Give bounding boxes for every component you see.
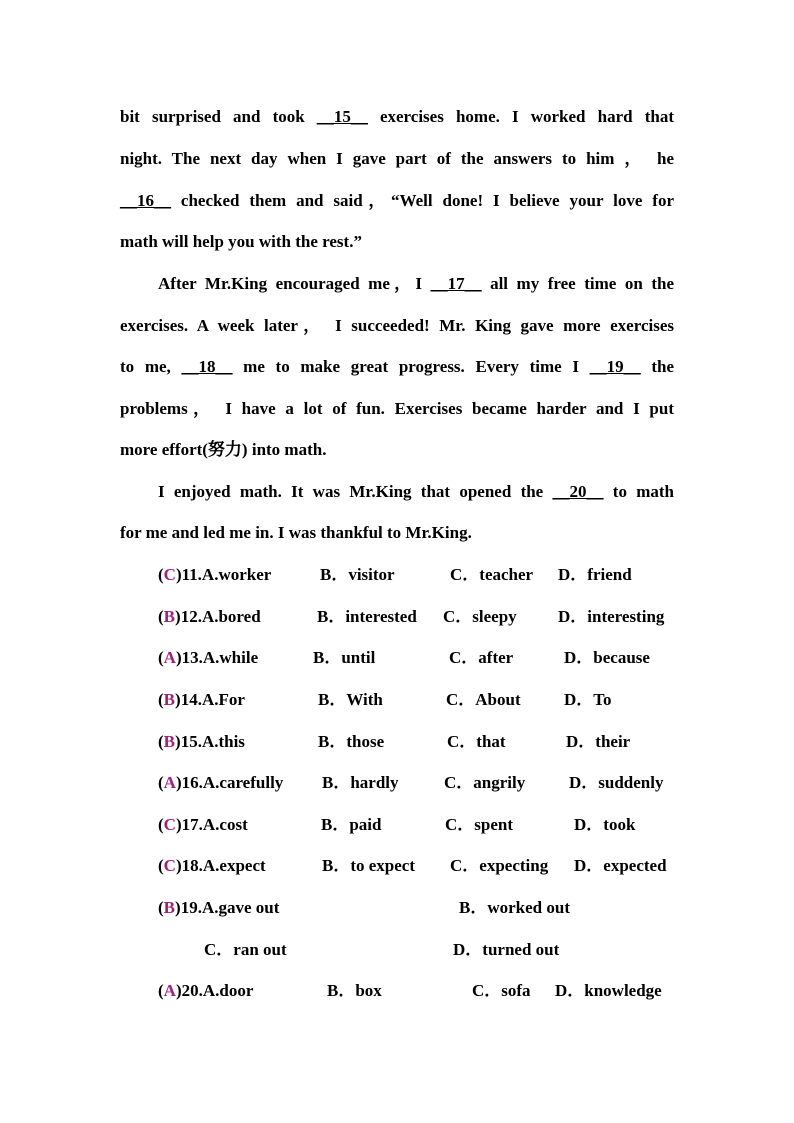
option-a: 17.A.cost bbox=[181, 815, 248, 834]
text: After Mr.King encouraged me，I bbox=[158, 274, 431, 293]
passage-line-10 bbox=[158, 480, 674, 504]
option-c: C．that bbox=[447, 732, 506, 751]
option-d: D．turned out bbox=[453, 940, 560, 959]
answer-mark: B bbox=[163, 690, 176, 709]
option-d: D．took bbox=[574, 815, 636, 834]
answer-mark: A bbox=[163, 981, 176, 1000]
blank-17: __17__ bbox=[430, 274, 482, 293]
blank-19: __19__ bbox=[589, 357, 641, 376]
option-a: 11.A.worker bbox=[181, 565, 272, 584]
question-19 bbox=[158, 896, 674, 920]
option-b: B．to expect bbox=[322, 856, 416, 875]
answer-mark: B bbox=[163, 607, 176, 626]
text: I enjoyed math. It was Mr.King that opened the bbox=[158, 482, 553, 501]
passage-line-4: math will help you with the rest.” bbox=[120, 232, 362, 251]
option-a: 16.A.carefully bbox=[181, 773, 284, 792]
option-d: D．suddenly bbox=[569, 773, 664, 792]
question-stem: (A)13.A.while bbox=[158, 648, 259, 667]
question-stem: (C)18.A.expect bbox=[158, 856, 266, 875]
option-b: B．hardly bbox=[322, 773, 399, 792]
option-c: C．teacher bbox=[450, 565, 534, 584]
answer-mark: C bbox=[163, 815, 176, 834]
option-a: 13.A.while bbox=[181, 648, 259, 667]
text: all my free time on the bbox=[481, 274, 674, 293]
option-a: 15.A.this bbox=[180, 732, 245, 751]
passage-line-8: problems， I have a lot of fun. Exercises became harder and I put bbox=[120, 399, 674, 418]
blank-18: __18__ bbox=[181, 357, 233, 376]
blank-20: __20__ bbox=[552, 482, 604, 501]
option-b: B．With bbox=[318, 690, 383, 709]
option-b: B．paid bbox=[321, 815, 382, 834]
passage-line-11: for me and led me in. I was thankful to Mr.King. bbox=[120, 523, 472, 542]
text: me to make great progress. Every time I bbox=[232, 357, 590, 376]
answer-mark: A bbox=[163, 648, 176, 667]
option-b: B．interested bbox=[317, 607, 417, 626]
answer-mark: A bbox=[163, 773, 176, 792]
option-a: 12.A.bored bbox=[180, 607, 261, 626]
option-c: C．expecting bbox=[450, 856, 549, 875]
question-stem: (A)20.A.door bbox=[158, 981, 254, 1000]
passage-line-3 bbox=[120, 189, 674, 213]
answer-mark: B bbox=[163, 732, 176, 751]
option-c: C．sleepy bbox=[443, 607, 517, 626]
question-stem: (B)19.A.gave out bbox=[158, 898, 280, 917]
text: the bbox=[640, 357, 674, 376]
option-c: C．sofa bbox=[472, 981, 531, 1000]
option-b: B．until bbox=[313, 648, 376, 667]
option-d: D．their bbox=[566, 732, 631, 751]
option-a: 19.A.gave out bbox=[180, 898, 280, 917]
option-d: D．interesting bbox=[558, 607, 665, 626]
option-d: D．friend bbox=[558, 565, 632, 584]
option-c: C．ran out bbox=[204, 940, 287, 959]
passage-line-9: more effort(努力) into math. bbox=[120, 440, 327, 459]
text: bit surprised and took bbox=[120, 107, 317, 126]
option-b: B．those bbox=[318, 732, 385, 751]
answer-mark: B bbox=[163, 898, 176, 917]
option-d: D．To bbox=[564, 690, 612, 709]
text: exercises home. I worked hard that bbox=[367, 107, 674, 126]
question-11 bbox=[158, 563, 674, 587]
option-b: B．visitor bbox=[320, 565, 395, 584]
option-c: C．About bbox=[446, 690, 521, 709]
question-stem: (B)14.A.For bbox=[158, 690, 245, 709]
option-a: 14.A.For bbox=[180, 690, 245, 709]
option-b: B．worked out bbox=[459, 898, 570, 917]
question-12 bbox=[158, 605, 674, 629]
option-b: B．box bbox=[327, 981, 382, 1000]
text: checked them and said，“Well done! I believe your love for bbox=[171, 191, 674, 210]
passage-line-7 bbox=[120, 355, 674, 379]
question-20 bbox=[158, 979, 674, 1003]
question-14 bbox=[158, 688, 674, 712]
option-a: 20.A.door bbox=[181, 981, 254, 1000]
passage-line-6: exercises. A week later， I succeeded! Mr. King gave more exercises bbox=[120, 316, 674, 335]
option-c: C．angrily bbox=[444, 773, 526, 792]
question-stem: (B)12.A.bored bbox=[158, 607, 261, 626]
option-d: D．because bbox=[564, 648, 650, 667]
passage-line-1 bbox=[120, 105, 674, 129]
option-d: D．knowledge bbox=[555, 981, 662, 1000]
blank-16: __16__ bbox=[120, 191, 171, 210]
question-stem: (C)11.A.worker bbox=[158, 565, 272, 584]
question-stem: (B)15.A.this bbox=[158, 732, 245, 751]
question-17 bbox=[158, 813, 674, 837]
question-stem: (A)16.A.carefully bbox=[158, 773, 284, 792]
option-d: D．expected bbox=[574, 856, 667, 875]
blank-15: __15__ bbox=[316, 107, 368, 126]
passage-line-5 bbox=[158, 272, 674, 296]
answer-mark: C bbox=[163, 565, 176, 584]
text: to me, bbox=[120, 357, 182, 376]
passage-line-2: night. The next day when I gave part of the answers to him ， he bbox=[120, 149, 674, 168]
option-c: C．spent bbox=[445, 815, 514, 834]
option-c: C．after bbox=[449, 648, 514, 667]
question-16 bbox=[158, 771, 674, 795]
question-13 bbox=[158, 646, 674, 670]
question-19-row-2 bbox=[158, 938, 674, 962]
question-18 bbox=[158, 854, 674, 878]
question-15 bbox=[158, 730, 674, 754]
text: to math bbox=[603, 482, 674, 501]
answer-mark: C bbox=[163, 856, 176, 875]
question-stem: (C)17.A.cost bbox=[158, 815, 248, 834]
option-a: 18.A.expect bbox=[181, 856, 266, 875]
